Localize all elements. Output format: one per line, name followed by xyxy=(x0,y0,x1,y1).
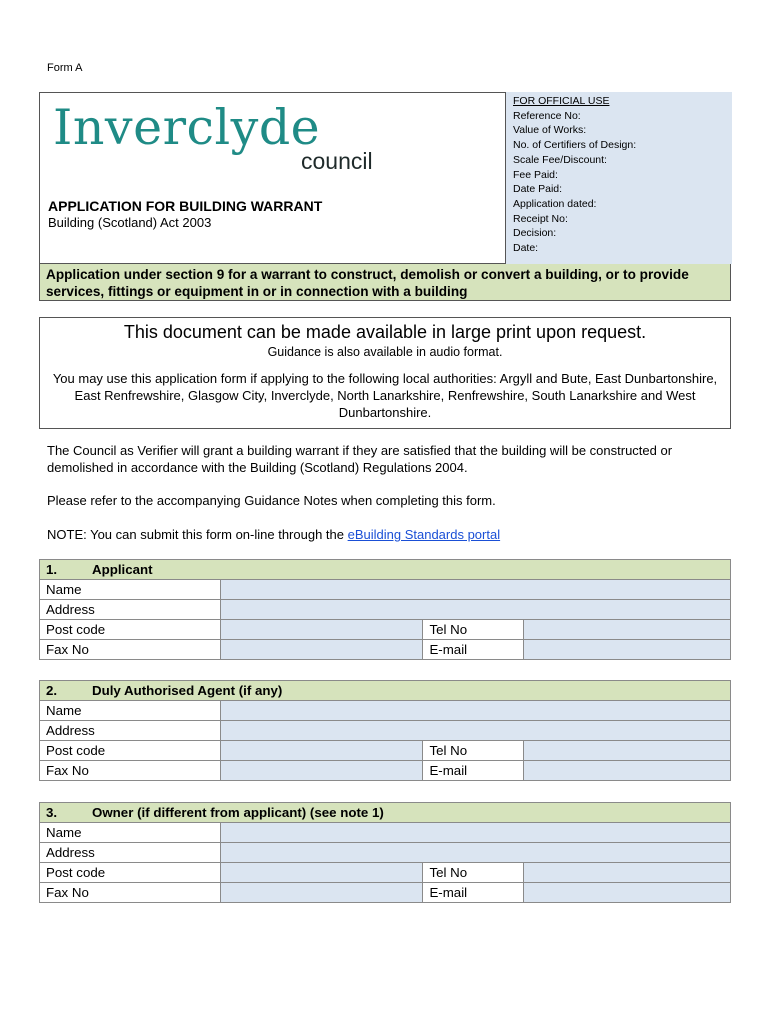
applicant-tel-field[interactable] xyxy=(524,620,731,640)
applicant-email-field[interactable] xyxy=(524,640,731,660)
section-owner xyxy=(39,802,731,903)
audio-notice: Guidance is also available in audio format. xyxy=(267,345,503,359)
section-number: 1. xyxy=(46,562,58,577)
logo-sub-text: council xyxy=(301,148,373,174)
official-use-title: FOR OFFICIAL USE xyxy=(513,95,610,107)
agent-fax-field[interactable] xyxy=(220,761,423,781)
authorities-notice: You may use this application form if applying to the following local authorities: Argyll and Bute, East Dunbartonshire, East Renfrewshire, Glasgow City, Inverclyde, North Lanarkshire, Renfrewshire, South Lanarkshire and West Dunbartonshire. xyxy=(52,371,718,420)
official-field-fee-paid: Fee Paid: xyxy=(513,168,558,181)
name-label: Name xyxy=(40,823,221,843)
section-number: 3. xyxy=(46,805,58,820)
section-title: Owner (if different from applicant) (see note 1) xyxy=(92,805,384,820)
official-field-date: Date: xyxy=(513,242,539,255)
official-field-value: Value of Works: xyxy=(513,124,587,137)
section-number: 2. xyxy=(46,683,58,698)
section-applicant xyxy=(39,559,731,660)
ebuilding-portal-link[interactable]: eBuilding Standards portal xyxy=(347,527,501,542)
note-paragraph xyxy=(47,526,727,543)
name-label: Name xyxy=(40,580,221,600)
address-label: Address xyxy=(40,600,221,620)
note-text: NOTE: You can submit this form on-line through the xyxy=(47,527,348,542)
postcode-label: Post code xyxy=(40,741,221,761)
name-label: Name xyxy=(40,701,221,721)
tel-label: Tel No xyxy=(423,620,524,640)
email-label: E-mail xyxy=(423,640,524,660)
email-label: E-mail xyxy=(423,761,524,781)
owner-name-field[interactable] xyxy=(220,823,730,843)
tel-label: Tel No xyxy=(423,863,524,883)
header-box xyxy=(39,92,731,264)
large-print-notice: This document can be made available in large print upon request. xyxy=(123,322,647,342)
verifier-paragraph: The Council as Verifier will grant a building warrant if they are satisfied that the building will be constructed or demolished in accordance with the Building (Scotland) Regulations 2004. xyxy=(47,443,673,475)
owner-email-field[interactable] xyxy=(524,883,731,903)
agent-postcode-field[interactable] xyxy=(220,741,423,761)
notice-box xyxy=(39,317,731,429)
application-title: APPLICATION FOR BUILDING WARRANT xyxy=(48,198,323,214)
official-field-receipt: Receipt No: xyxy=(513,212,568,225)
section-header xyxy=(40,681,731,701)
fax-label: Fax No xyxy=(40,640,221,660)
council-logo xyxy=(53,99,373,178)
owner-fax-field[interactable] xyxy=(220,883,423,903)
application-act: Building (Scotland) Act 2003 xyxy=(48,215,212,230)
official-use-panel xyxy=(505,92,732,264)
postcode-label: Post code xyxy=(40,863,221,883)
guidance-paragraph: Please refer to the accompanying Guidance Notes when completing this form. xyxy=(47,493,496,508)
section-title: Duly Authorised Agent (if any) xyxy=(92,683,283,698)
address-label: Address xyxy=(40,843,221,863)
form-label: Form A xyxy=(47,62,83,74)
owner-address-field[interactable] xyxy=(220,843,730,863)
fax-label: Fax No xyxy=(40,883,221,903)
email-label: E-mail xyxy=(423,883,524,903)
official-field-date-paid: Date Paid: xyxy=(513,183,563,196)
logo-main-text: Inverclyde xyxy=(53,99,321,156)
owner-postcode-field[interactable] xyxy=(220,863,423,883)
section-title: Applicant xyxy=(92,562,153,577)
agent-tel-field[interactable] xyxy=(524,741,731,761)
applicant-address-field[interactable] xyxy=(220,600,730,620)
address-label: Address xyxy=(40,721,221,741)
official-field-certifiers: No. of Certifiers of Design: xyxy=(513,139,637,152)
official-field-scale-fee: Scale Fee/Discount: xyxy=(513,153,607,166)
owner-tel-field[interactable] xyxy=(524,863,731,883)
agent-address-field[interactable] xyxy=(220,721,730,741)
tel-label: Tel No xyxy=(423,741,524,761)
section9-banner: Application under section 9 for a warrant to construct, demolish or convert a building, or to provide services, fittings or equipment in or in connection with a building xyxy=(39,264,731,301)
section-header xyxy=(40,560,731,580)
applicant-fax-field[interactable] xyxy=(220,640,423,660)
official-field-application-dated: Application dated: xyxy=(513,197,597,210)
fax-label: Fax No xyxy=(40,761,221,781)
official-field-reference: Reference No: xyxy=(513,109,581,122)
section-header xyxy=(40,803,731,823)
section-agent xyxy=(39,680,731,781)
agent-email-field[interactable] xyxy=(524,761,731,781)
applicant-postcode-field[interactable] xyxy=(220,620,423,640)
agent-name-field[interactable] xyxy=(220,701,730,721)
postcode-label: Post code xyxy=(40,620,221,640)
applicant-name-field[interactable] xyxy=(220,580,730,600)
official-field-decision: Decision: xyxy=(513,227,557,240)
